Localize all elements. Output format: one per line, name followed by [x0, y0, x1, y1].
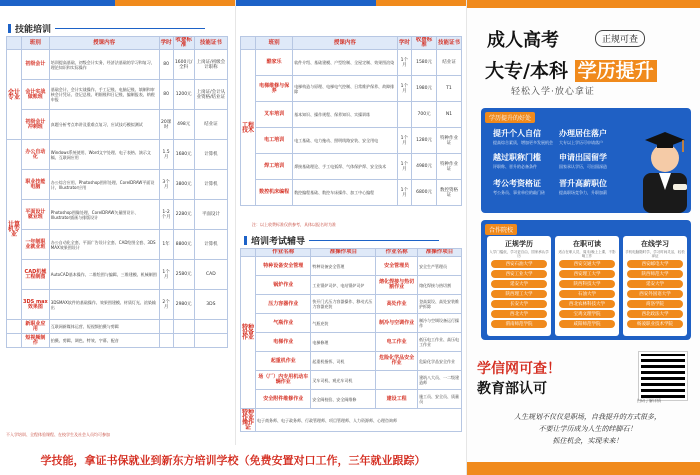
course-fee	[173, 320, 194, 334]
course-name: CAD机械工程制图	[22, 260, 50, 290]
partner-title: 正规学历	[505, 240, 533, 248]
partner-card	[555, 236, 619, 336]
course-cert: 3DS	[194, 290, 227, 320]
course-name: 3DS max效果图	[22, 290, 50, 320]
course-name: 短视频制作	[22, 334, 50, 348]
partner-desc: 适合在职人员，周末/晚上上课，不影响工作	[558, 250, 616, 258]
course-name: 焊工培训	[256, 154, 293, 180]
table-row	[7, 110, 228, 140]
table-row	[241, 409, 462, 432]
col-header: 班别	[256, 37, 293, 50]
col-header: 技能证书	[436, 37, 461, 50]
hero-subtitle: 大专/本科 学历提升	[485, 56, 657, 83]
table-row	[241, 180, 462, 206]
qr-code-icon[interactable]	[639, 352, 687, 400]
advantage-desc: 国家承认学历，可出国深造	[559, 164, 607, 169]
table-row	[241, 276, 462, 295]
top-accent-blue-2	[236, 0, 376, 6]
advantage-item	[493, 152, 541, 170]
top-accent-orange	[115, 0, 235, 6]
course-cert: T1	[436, 76, 461, 102]
course-hours: 1个月	[397, 50, 412, 76]
course-hours: 1年	[159, 230, 173, 260]
course-cert: CAD	[194, 260, 227, 290]
course-content: 互联网新媒体运营、短视频拍摄与剪辑	[49, 320, 159, 334]
partner-card	[487, 236, 551, 336]
course-name: 酷家乐	[256, 50, 293, 76]
course-name: 叉车培训	[256, 102, 293, 128]
table-row	[7, 170, 228, 200]
course-fee: 1280元	[412, 128, 437, 154]
course-content: 数控编程基础、数控车床操作、加工中心编程	[293, 180, 397, 206]
hero-title: 成人高考	[487, 30, 559, 51]
course-content: 焊接基础理论、手工电弧焊、气体保护焊、安全技术	[293, 154, 397, 180]
job-item: 危险化学品安全作业	[418, 352, 462, 371]
table-row	[241, 76, 462, 102]
school-tag: 西北政法大学	[627, 310, 683, 318]
school-tag: 西安邮电大学	[627, 260, 683, 268]
group-label	[7, 320, 22, 334]
col-header: 学时	[159, 37, 173, 50]
job-name: 电梯作业	[256, 333, 311, 352]
group-label: 工程技术	[241, 50, 256, 206]
advantage-title: 提升个人自信	[493, 129, 541, 138]
course-fee: 1600元/全科	[173, 50, 194, 80]
job-item: 安全阀校验、安全阀维修	[311, 390, 376, 409]
group-label: 计算机专业	[7, 140, 22, 320]
table-row	[241, 257, 462, 276]
col-header-group	[7, 37, 22, 50]
partner-desc: 手机电脑随时学，学习时间灵活，轻松拿证	[625, 250, 685, 258]
course-fee: 700元	[412, 102, 437, 128]
col-header: 班别	[22, 37, 50, 50]
job-item: 安全生产管理员	[418, 257, 462, 276]
course-content: 软件介绍、基础建模、户型绘制、全屋定制、效果图渲染	[293, 50, 397, 76]
col-header: 收费标准	[412, 37, 437, 50]
school-tag: 商洛学院	[627, 300, 683, 308]
group-label-b: 特种作业操作证	[242, 409, 255, 431]
course-fee: 2580元	[173, 260, 194, 290]
advantage-item	[493, 128, 553, 146]
school-tag: 渭南师范学院	[491, 320, 547, 328]
table-row	[241, 314, 462, 333]
table-row	[7, 140, 228, 170]
course-cert: 结业证	[194, 110, 227, 140]
course-cert: 上岗证/会计从业资格/结业证	[194, 80, 227, 110]
course-fee: 498元	[173, 110, 194, 140]
col-header: 授课内容	[293, 37, 397, 50]
course-hours	[397, 102, 412, 128]
advantage-title: 晋升高薪职位	[559, 179, 607, 188]
course-content: Photoshop图像处理、CorelDRAW矢量图设计、Illustrator插画与排版设计	[49, 200, 159, 230]
school-tag: 西安工业大学	[491, 270, 547, 278]
course-hours: 2个月	[159, 290, 173, 320]
course-content: 基础会计、会计实战操作、手工记账、电脑记账、填制和审核会计凭证、登记总账、明细账和日记账，编制报表、纳税申报	[49, 80, 159, 110]
advantage-desc: 提高综合素质，增加更多发展机会	[493, 140, 553, 145]
exam-section-title: 培训考试辅导	[244, 234, 439, 247]
course-name: 新职业应用	[22, 320, 50, 334]
course-content: 拍摄、剪辑、调色、特效、字幕、配音	[49, 334, 159, 348]
verify-headline: 学信网可查！	[477, 361, 561, 377]
partners-head: 合作院校	[485, 224, 517, 235]
course-cert	[194, 334, 227, 348]
table-row	[241, 352, 462, 371]
job-name: 高处作业	[376, 295, 418, 314]
course-cert: 上岗证/初级会计职称	[194, 50, 227, 80]
job-name: 气瓶作业	[256, 314, 311, 333]
job-item: 快开门式压力容器操作、移动式压力容器充装	[311, 295, 376, 314]
advantage-item	[559, 152, 607, 170]
course-cert: 数控资格证	[436, 180, 461, 206]
job-name: 熔化焊接与热切割作业	[376, 276, 418, 295]
course-hours: 20课时	[159, 110, 173, 140]
job-item: 电梯修理	[311, 333, 376, 352]
school-tag: 宝鸡文理学院	[559, 310, 615, 318]
course-name: 电梯维修与保养	[256, 76, 293, 102]
partner-title: 在线学习	[641, 240, 669, 248]
engineering-table	[240, 36, 462, 206]
school-tag: 西北农林科技大学	[559, 300, 615, 308]
graduate-icon	[637, 118, 693, 213]
course-fee	[173, 334, 194, 348]
job-item: 低压电工作业、高压电工作业	[418, 333, 462, 352]
advantage-item	[493, 178, 545, 196]
course-name: 电工培训	[256, 128, 293, 154]
table-row	[241, 371, 462, 390]
advantage-title: 越过职称门槛	[493, 153, 541, 162]
job-item: 建筑八大员、一二级建造师	[418, 371, 462, 390]
advantages-head: 学历提升的好处	[485, 112, 535, 123]
col-header: 作业名称	[256, 249, 311, 257]
school-tag: 延安大学	[491, 280, 547, 288]
course-hours: 1个月	[397, 154, 412, 180]
course-content: AutoCAD基本操作、二维绘图与编辑、三维建模、机械制图	[49, 260, 159, 290]
job-item: 工业锅炉司炉、电站锅炉司炉	[311, 276, 376, 295]
col-header: 准操作项目	[418, 249, 462, 257]
table-row	[241, 128, 462, 154]
right-top-bar	[467, 0, 700, 8]
course-content: Windows系统使用、Word文字处理、电子表格、演示文稿、互联网应用	[49, 140, 159, 170]
advantage-item	[559, 178, 607, 196]
school-tag: 石油大学	[559, 290, 615, 298]
course-fee: 1680元	[173, 140, 194, 170]
course-hours: 1个月	[159, 260, 173, 290]
top-accent-orange-2	[376, 0, 467, 6]
advantage-title: 申请出国留学	[559, 153, 607, 162]
course-name: 会计实战做账班	[22, 80, 50, 110]
advantage-item	[559, 128, 607, 146]
job-item: 气瓶充装	[311, 314, 376, 333]
advantage-title: 考公考资格证	[493, 179, 541, 188]
course-fee: 2980元	[173, 290, 194, 320]
group-label: 特种设备作业	[241, 257, 256, 409]
group-label: 会计专业	[7, 50, 22, 140]
school-tag: 西北大学	[491, 310, 547, 318]
table-row	[7, 230, 228, 260]
school-tag: 西安理工大学	[559, 270, 615, 278]
table-row	[241, 50, 462, 76]
job-name: 特种设备安全管理	[256, 257, 311, 276]
job-name: 安全管理员	[376, 257, 418, 276]
engineering-column	[235, 0, 467, 475]
course-name: 一年制职业就业班	[22, 230, 50, 260]
job-name: 压力容器作业	[256, 295, 311, 314]
skills-column	[0, 0, 235, 475]
course-name: 平面设计就业班	[22, 200, 50, 230]
group-label	[7, 334, 22, 348]
partner-title: 在职可读	[573, 240, 601, 248]
school-tag: 陕西理工大学	[491, 290, 547, 298]
course-fee: 6800元	[412, 180, 437, 206]
exam-footer: 电子商务师、电子政务师、行政管理师、项目管理师、人力资源师、心理咨询师	[256, 409, 462, 432]
partner-desc: 入学门槛低，学习更自由，国家承认学历	[489, 250, 549, 258]
job-name	[376, 371, 418, 390]
exam-table	[240, 248, 462, 432]
course-cert: 平面设计	[194, 200, 227, 230]
course-hours	[159, 320, 173, 334]
col-header: 准操作项目	[311, 249, 376, 257]
course-hours: 80	[159, 50, 173, 80]
col-header-group	[241, 249, 256, 257]
engineering-note: 注：以上收费标准仅供参考，具体以报名时为准	[252, 222, 336, 227]
job-name: 起重机作业	[256, 352, 311, 371]
school-tag: 咸阳师范学院	[559, 320, 615, 328]
job-name: 危险化学品安全作业	[376, 352, 418, 371]
course-hours: 80	[159, 80, 173, 110]
job-name: 电工作业	[376, 333, 418, 352]
course-cert: N1	[436, 102, 461, 128]
school-tag: 陕西科技大学	[559, 280, 615, 288]
partner-card	[623, 236, 687, 336]
course-content: 电梯构造与原理、电梯电气控制、日常维护保养、故障排除	[293, 76, 397, 102]
verify-badge: 正规可查	[595, 30, 645, 47]
skills-section-title: 技能培训	[8, 22, 205, 35]
school-tag: 陕西师范大学	[627, 270, 683, 278]
course-cert: 结业证	[436, 50, 461, 76]
table-row	[241, 295, 462, 314]
course-hours	[159, 334, 173, 348]
course-name: 职业技能电脑	[22, 170, 50, 200]
course-content: 3DSMAX软件的基础操作、效果图建模、材质灯光、渲染输出	[49, 290, 159, 320]
bottom-slogan: 学技能，拿证书保就业到新东方培训学校（免费安置对口工作，三年就业跟踪）	[0, 445, 466, 475]
job-item: 制冷与空调设备运行操作	[418, 314, 462, 333]
course-name: 办公自动化	[22, 140, 50, 170]
table-row	[241, 390, 462, 409]
course-fee: 4980元	[412, 154, 437, 180]
course-content: 真题分析考点串讲及重难点复习，应试技巧模拟测试	[49, 110, 159, 140]
course-cert: 计算机	[194, 140, 227, 170]
motto-line-2: 不要让学历成为人生的绊脚石！	[538, 425, 637, 433]
course-content: 电工基础、电力拖动、照明线路安装、安全用电	[293, 128, 397, 154]
advantage-title: 办理居住落户	[559, 129, 607, 138]
job-name: 安全附件维修作业	[256, 390, 311, 409]
hero-tagline: 轻松入学·放心拿证	[511, 87, 595, 97]
course-cert: 计算机	[194, 170, 227, 200]
col-header: 收费标准	[173, 37, 194, 50]
right-bottom-bar	[467, 462, 700, 475]
course-cert: 特种作业证	[436, 154, 461, 180]
school-tag: 长安大学	[491, 300, 547, 308]
col-header: 授课内容	[49, 37, 159, 50]
course-cert	[194, 320, 227, 334]
job-name: 锅炉作业	[256, 276, 311, 295]
school-tag: 延安大学	[627, 280, 683, 288]
skills-note: 不入学培训、全程体验课程、在校学生及社会人员均可参加	[6, 432, 110, 437]
course-content: 办公综合应用、Photoshop图形处理、CorelDRAW平面设计、Illustrator应用	[49, 170, 159, 200]
col-header: 学时	[397, 37, 412, 50]
course-fee: 1980元	[412, 76, 437, 102]
course-fee: 1200元	[173, 80, 194, 110]
course-hours: 1个月	[397, 76, 412, 102]
table-row	[241, 333, 462, 352]
job-item: 起重机指挥、司机	[311, 352, 376, 371]
course-cert: 计算机	[194, 230, 227, 260]
course-fee: 8800元	[173, 230, 194, 260]
table-row	[7, 200, 228, 230]
course-name: 数控机床编程	[256, 180, 293, 206]
table-row	[241, 154, 462, 180]
top-accent-blue	[0, 0, 115, 6]
col-header: 技能证书	[194, 37, 227, 50]
col-header-group	[241, 37, 256, 50]
course-content: 办公自动化全套、平面广告设计全套、CAD绘图全套、3DS MAX效果图设计	[49, 230, 159, 260]
course-content: 培训提高基础，初级会计实务，经济法基础的学习和复习，理论知识和实际操作	[49, 50, 159, 80]
course-hours: 1-2个月	[159, 200, 173, 230]
advantage-desc: 考公务员、事业单位的敲门砖	[493, 190, 545, 195]
table-row	[241, 102, 462, 128]
job-name: 场（厂）内专用机动车辆作业	[256, 371, 311, 390]
job-item: 熔化焊接与热切割	[418, 276, 462, 295]
course-hours: 1个月	[397, 180, 412, 206]
job-name: 制冷与空调作业	[376, 314, 418, 333]
table-row	[7, 50, 228, 80]
job-item: 施工员、安全员、质量员	[418, 390, 462, 409]
course-fee: 2280元	[173, 200, 194, 230]
course-cert: 特种作业证	[436, 128, 461, 154]
education-column	[466, 0, 700, 475]
ministry-headline: 教育部认可	[477, 381, 547, 397]
course-hours: 1.5月	[159, 140, 173, 170]
advantage-desc: 提高职场竞争力，升职加薪	[559, 190, 607, 195]
course-hours: 1个月	[397, 128, 412, 154]
table-row	[7, 334, 228, 348]
school-tag: 西安交通大学	[559, 260, 615, 268]
school-tag: 西安外国语大学	[627, 290, 683, 298]
job-item: 登高架设、高处安装维护拆除	[418, 295, 462, 314]
motto-line-3: 抓住机会，实现未来！	[552, 437, 623, 445]
school-tag: 西安石油大学	[491, 260, 547, 268]
course-name: 初级会计	[22, 50, 50, 80]
course-fee: 3800元	[173, 170, 194, 200]
course-fee: 1580元	[412, 50, 437, 76]
job-item: 特种设备安全管理	[311, 257, 376, 276]
col-header: 作业名称	[376, 249, 418, 257]
table-row	[7, 260, 228, 290]
motto-line-1: 人生规划不仅仅是职场，自我提升的方式很多，	[514, 413, 661, 421]
table-row	[7, 320, 228, 334]
job-name: 建设工程	[376, 390, 418, 409]
skills-table	[6, 36, 228, 348]
course-name: 初级会计冲刺班	[22, 110, 50, 140]
course-content: 基本知识、操作规程、保养知识、实操训练	[293, 102, 397, 128]
qr-caption: 扫码了解详情	[637, 398, 661, 403]
job-item: 叉车司机、观光车司机	[311, 371, 376, 390]
school-tag: 杨凌职业技术学院	[627, 320, 683, 328]
course-hours: 3个月	[159, 170, 173, 200]
table-row	[7, 80, 228, 110]
advantage-desc: 评职称、晋升的必备条件	[493, 164, 537, 169]
advantage-desc: 大专以上学历可申请落户	[559, 140, 603, 145]
table-row	[7, 290, 228, 320]
